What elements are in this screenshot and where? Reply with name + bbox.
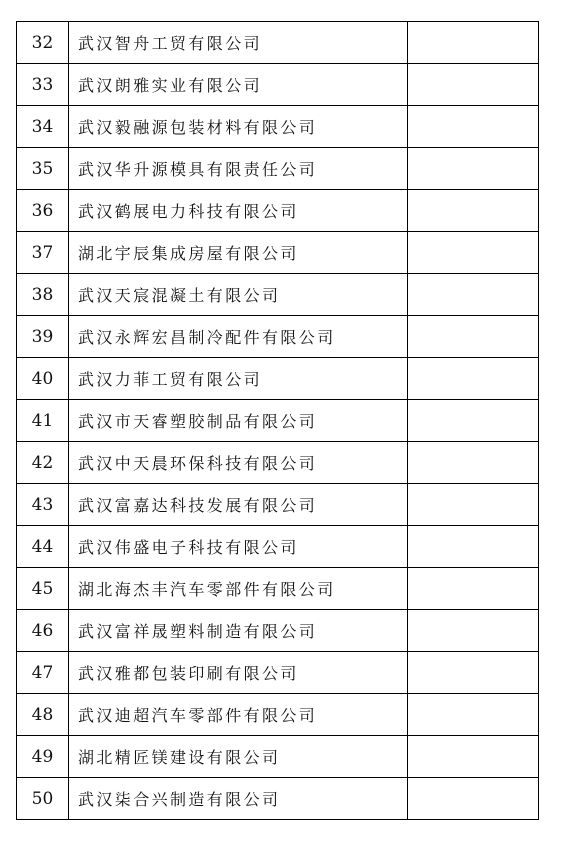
empty-cell	[408, 610, 539, 652]
row-number-cell: 38	[17, 274, 69, 316]
company-name-cell: 武汉柒合兴制造有限公司	[69, 778, 408, 820]
company-name-cell: 武汉中天晨环保科技有限公司	[69, 442, 408, 484]
empty-cell	[408, 64, 539, 106]
empty-cell	[408, 442, 539, 484]
table-row	[17, 316, 539, 358]
table-row	[17, 736, 539, 778]
table-row	[17, 106, 539, 148]
empty-cell	[408, 736, 539, 778]
company-name-cell: 武汉市天睿塑胶制品有限公司	[69, 400, 408, 442]
table-row	[17, 358, 539, 400]
row-number-cell: 44	[17, 526, 69, 568]
company-name-cell: 湖北海杰丰汽车零部件有限公司	[69, 568, 408, 610]
empty-cell	[408, 190, 539, 232]
table-row	[17, 148, 539, 190]
empty-cell	[408, 652, 539, 694]
row-number-cell: 48	[17, 694, 69, 736]
company-name-cell: 武汉鹤展电力科技有限公司	[69, 190, 408, 232]
company-name-cell: 武汉力菲工贸有限公司	[69, 358, 408, 400]
empty-cell	[408, 526, 539, 568]
company-name-cell: 武汉雅都包装印刷有限公司	[69, 652, 408, 694]
company-name-cell: 武汉伟盛电子科技有限公司	[69, 526, 408, 568]
row-number-cell: 49	[17, 736, 69, 778]
table-row	[17, 442, 539, 484]
company-name-cell: 武汉迪超汽车零部件有限公司	[69, 694, 408, 736]
company-name-cell: 湖北精匠镁建设有限公司	[69, 736, 408, 778]
row-number-cell: 33	[17, 64, 69, 106]
empty-cell	[408, 358, 539, 400]
table-row	[17, 400, 539, 442]
table-row	[17, 778, 539, 820]
table-row	[17, 484, 539, 526]
company-name-cell: 湖北宇辰集成房屋有限公司	[69, 232, 408, 274]
empty-cell	[408, 148, 539, 190]
empty-cell	[408, 778, 539, 820]
empty-cell	[408, 106, 539, 148]
row-number-cell: 47	[17, 652, 69, 694]
row-number-cell: 45	[17, 568, 69, 610]
empty-cell	[408, 484, 539, 526]
table-row	[17, 22, 539, 64]
company-name-cell: 武汉富祥晟塑料制造有限公司	[69, 610, 408, 652]
empty-cell	[408, 316, 539, 358]
row-number-cell: 37	[17, 232, 69, 274]
table-row	[17, 652, 539, 694]
row-number-cell: 34	[17, 106, 69, 148]
table-body	[17, 22, 539, 820]
company-name-cell: 武汉富嘉达科技发展有限公司	[69, 484, 408, 526]
row-number-cell: 40	[17, 358, 69, 400]
empty-cell	[408, 568, 539, 610]
company-name-cell: 武汉朗雅实业有限公司	[69, 64, 408, 106]
row-number-cell: 35	[17, 148, 69, 190]
row-number-cell: 43	[17, 484, 69, 526]
table-row	[17, 610, 539, 652]
empty-cell	[408, 694, 539, 736]
company-list-table	[16, 21, 539, 820]
table-row	[17, 526, 539, 568]
table-row	[17, 190, 539, 232]
row-number-cell: 50	[17, 778, 69, 820]
row-number-cell: 39	[17, 316, 69, 358]
row-number-cell: 36	[17, 190, 69, 232]
table-row	[17, 232, 539, 274]
row-number-cell: 32	[17, 22, 69, 64]
row-number-cell: 41	[17, 400, 69, 442]
row-number-cell: 46	[17, 610, 69, 652]
company-name-cell: 武汉天宸混凝土有限公司	[69, 274, 408, 316]
empty-cell	[408, 22, 539, 64]
table-row	[17, 694, 539, 736]
empty-cell	[408, 400, 539, 442]
empty-cell	[408, 274, 539, 316]
table-row	[17, 568, 539, 610]
company-name-cell: 武汉永辉宏昌制冷配件有限公司	[69, 316, 408, 358]
row-number-cell: 42	[17, 442, 69, 484]
company-name-cell: 武汉智舟工贸有限公司	[69, 22, 408, 64]
empty-cell	[408, 232, 539, 274]
table-row	[17, 274, 539, 316]
company-name-cell: 武汉华升源模具有限责任公司	[69, 148, 408, 190]
company-name-cell: 武汉毅融源包装材料有限公司	[69, 106, 408, 148]
table-row	[17, 64, 539, 106]
